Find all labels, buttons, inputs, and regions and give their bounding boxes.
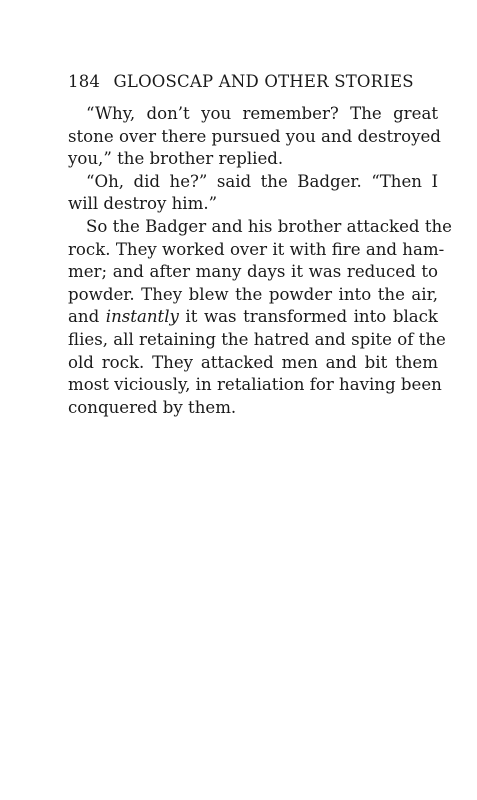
text-line: mer; and after many days it was reduced to <box>68 262 438 282</box>
text-line: rock. They worked over it with fire and ham- <box>68 239 445 259</box>
text-line: will destroy him.” <box>68 194 218 214</box>
paragraph-3 <box>68 216 452 419</box>
italic-word: instantly <box>105 307 179 327</box>
text-line: you,” the brother replied. <box>68 149 284 169</box>
text-line: “Oh, did he?” said the Badger. “Then I <box>86 171 438 191</box>
running-head <box>68 72 438 91</box>
text-line: flies, all retaining the hatred and spite of the <box>68 329 446 349</box>
page-number: 184 <box>68 72 101 91</box>
body-text <box>68 103 452 419</box>
text-line: most viciously, in retaliation for having been <box>68 375 442 395</box>
text-fragment: and <box>68 307 106 327</box>
paragraph-1 <box>68 103 441 171</box>
text-line: stone over there pursued you and destroyed <box>68 126 441 146</box>
text-line: So the Badger and his brother attacked the <box>86 216 452 236</box>
text-line: conquered by them. <box>68 397 237 417</box>
paragraph-2 <box>68 171 438 216</box>
text-line: “Why, don’t you remember? The great <box>86 104 438 123</box>
text-line-with-italic <box>68 306 438 329</box>
text-line: powder. They blew the powder into the air, <box>68 284 438 304</box>
text-fragment: it was transformed into black <box>178 307 438 327</box>
running-head-title: GLOOSCAP AND OTHER STORIES <box>113 72 414 91</box>
text-line: old rock. They attacked men and bit them <box>68 352 438 372</box>
